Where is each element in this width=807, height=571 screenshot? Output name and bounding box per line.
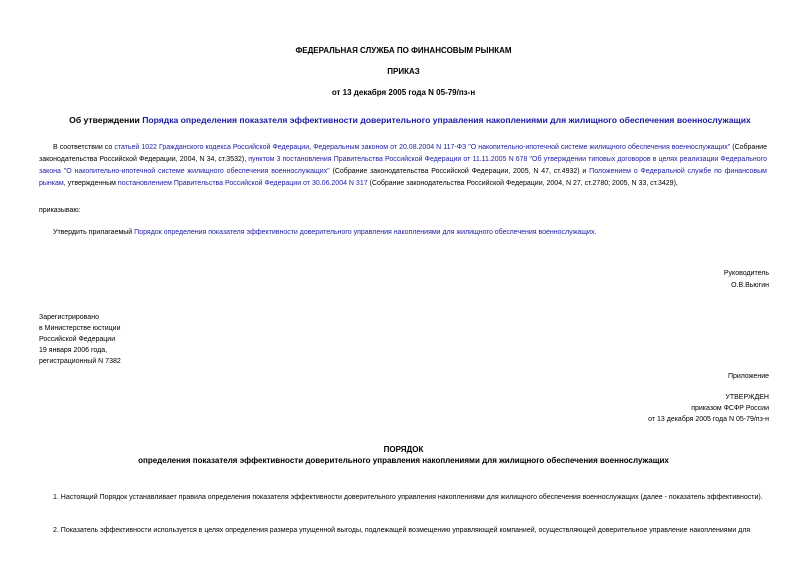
procedure-paragraph-1: 1. Настоящий Порядок устанавливает правила определения показателя эффективности доверительного управления накоплениями для жилищного обеспечения военнослужащих (далее - показатель эффективности). [53, 494, 763, 501]
civil-code-link[interactable]: статьей 1022 Гражданского кодекса Российской Федерации [114, 144, 310, 151]
registration-line: 19 января 2006 года, [39, 347, 108, 354]
document-date-number: от 13 декабря 2005 года N 05-79/пз-н [331, 88, 476, 97]
appendix-label: Приложение [727, 373, 769, 380]
registration-block [39, 312, 121, 367]
approve-suffix: . [594, 229, 597, 236]
procedure-heading: ПОРЯДОК [383, 445, 424, 454]
approve-text: Утвердить прилагаемый [53, 229, 135, 236]
registration-line: Российской Федерации [39, 336, 116, 343]
title-prefix: Об утверждении [69, 115, 143, 125]
federal-law-link[interactable]: Федеральным законом от 20.08.2004 N 117-ФЗ "О накопительно-ипотечной системе жилищного обеспечения военнослужащих" [313, 144, 731, 151]
registration-line: Зарегистрировано [39, 314, 99, 321]
title-link[interactable]: Порядка определения показателя эффективности доверительного управления накоплениями для жилищного обеспечения военнослужащих [142, 115, 751, 125]
document-type: ПРИКАЗ [387, 67, 420, 76]
preamble-text: (Собрание законодательства Российской Федерации, 2004, N 34, ст.3532), [39, 144, 767, 163]
signatory-name: О.В.Вьюгин [731, 282, 769, 289]
fsfr-regulation-link[interactable]: Положением о Федеральной службе по финансовым рынкам [39, 168, 767, 187]
preamble-paragraph [39, 142, 767, 190]
registration-line: в Министерстве юстиции [39, 325, 121, 332]
procedure-link[interactable]: Порядок определения показателя эффективности доверительного управления накоплениями для жилищного обеспечения военнослужащих [134, 229, 595, 236]
procedure-paragraph-2: 2. Показатель эффективности используется в целях определения размера упущенной выгоды, подлежащей возмещению управляющей компанией, осуществляющей доверительное управление накоплениями для [53, 527, 751, 534]
preamble-text: (Собрание законодательства Российской Федерации, 2005, N 47, ст.4932) и [329, 168, 590, 175]
procedure-subheading: определения показателя эффективности доверительного управления накоплениями для жилищного обеспечения военнослужащих [138, 456, 669, 465]
approve-paragraph [53, 229, 596, 236]
signatory-role: Руководитель [723, 270, 769, 277]
order-word: приказываю: [39, 207, 81, 214]
preamble-text: (Собрание законодательства Российской Федерации, 2004, N 27, ст.2780; 2005, N 33, ст.3429), [367, 180, 678, 187]
issuer-name: ФЕДЕРАЛЬНАЯ СЛУЖБА ПО ФИНАНСОВЫМ РЫНКАМ [295, 46, 512, 55]
preamble-text: , [309, 144, 314, 151]
preamble-text: В соответствии со [53, 144, 115, 151]
government-decree-link[interactable]: пунктом 3 постановления Правительства Российской Федерации от 11.11.2005 N 678 "Об утверждении типовых договоров в целях реализации Федерального закона "О накопительно-ипотечной системе жилищного обеспечения военнослужащих" [39, 156, 767, 175]
approved-by-order: приказом ФСФР России [691, 405, 769, 412]
decree-317-link[interactable]: постановлением Правительства Российской Федерации от 30.06.2004 N 317 [117, 180, 368, 187]
approved-word: УТВЕРЖДЕН [725, 394, 769, 401]
preamble-text: , утвержденным [63, 180, 118, 187]
document-title [30, 115, 790, 125]
approved-date: от 13 декабря 2005 года N 05-79/пз-н [648, 416, 769, 423]
approval-stamp [648, 392, 769, 425]
registration-line: регистрационный N 7382 [39, 358, 121, 365]
